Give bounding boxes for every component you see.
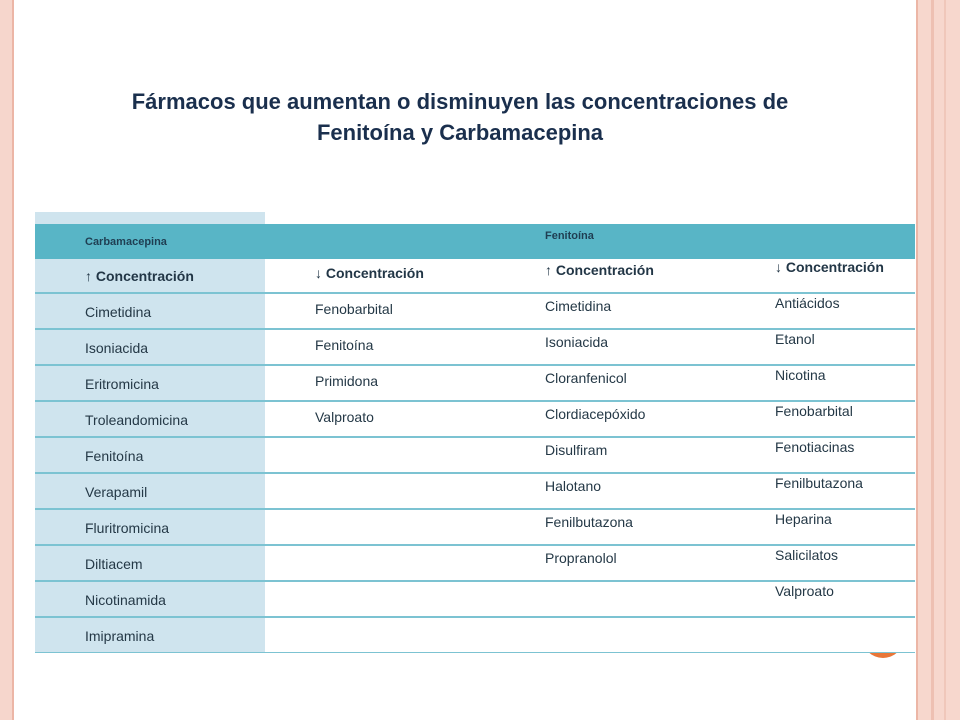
slide-frame-left-line — [12, 0, 14, 720]
table-row-divider — [35, 580, 915, 582]
table-cell: Halotano — [545, 478, 602, 494]
table-cell: Verapamil — [85, 484, 148, 500]
table-group-header-band — [35, 224, 915, 259]
table-cell: Fenitoína — [315, 337, 374, 353]
table-cell: Disulfiram — [545, 442, 608, 458]
table-cell: Fenobarbital — [315, 301, 393, 317]
table-row-divider — [35, 400, 915, 402]
col-header-carbamacepina-down: ↓ Concentración — [315, 265, 424, 281]
table-cell: Etanol — [775, 331, 815, 347]
table-cell: Heparina — [775, 511, 832, 527]
table-row-divider — [35, 616, 915, 618]
table-row-divider — [35, 472, 915, 474]
table-row-divider — [35, 652, 915, 653]
slide-title-line1: Fármacos que aumentan o disminuyen las concentraciones de — [131, 89, 789, 114]
table-cell: Cloranfenicol — [545, 370, 627, 386]
table-cell: Nicotinamida — [85, 592, 166, 608]
table-cell: Troleandomicina — [85, 412, 188, 428]
table-cell: Salicilatos — [775, 547, 839, 563]
col-header-carbamacepina-up: ↑ Concentración — [85, 268, 194, 284]
table-cell: Antiácidos — [775, 295, 840, 311]
slide-frame-right — [918, 0, 960, 720]
table-cell: Primidona — [315, 373, 379, 389]
table-cell: Imipramina — [85, 628, 155, 644]
table-cell: Cimetidina — [545, 298, 612, 314]
table-cell: Isoniacida — [545, 334, 609, 350]
table-cell: Eritromicina — [85, 376, 159, 392]
table-row-divider — [35, 328, 915, 330]
group-header-carbamacepina: Carbamacepina — [85, 236, 167, 248]
table-cell: Fenobarbital — [775, 403, 853, 419]
table-cell: Valproato — [775, 583, 834, 599]
table-cell: Clordiacepóxido — [545, 406, 646, 422]
table-row-divider — [35, 436, 915, 438]
table-row-divider — [35, 544, 915, 546]
table-row-divider — [35, 364, 915, 366]
table-cell: Valproato — [315, 409, 374, 425]
table-cell: Fenilbutazona — [545, 514, 633, 530]
table-cell: Diltiacem — [85, 556, 143, 572]
slide-frame-right-line — [931, 0, 934, 720]
table-cell: Fenotiacinas — [775, 439, 855, 455]
col-header-fenitoina-up: ↑ Concentración — [545, 262, 654, 278]
table-cell: Isoniacida — [85, 340, 149, 356]
group-header-fenitoina: Fenitoína — [545, 230, 594, 242]
table-cell: Fenitoína — [85, 448, 144, 464]
table-row-divider — [35, 508, 915, 510]
table-cell: Fenilbutazona — [775, 475, 863, 491]
slide-title-line2: Fenitoína y Carbamacepina — [316, 120, 604, 145]
table-cell: Cimetidina — [85, 304, 152, 320]
table-cell: Fluritromicina — [85, 520, 170, 536]
slide-frame-right-line — [944, 0, 946, 720]
slide-title — [40, 86, 880, 148]
table-row-divider — [35, 292, 915, 294]
table-cell: Nicotina — [775, 367, 826, 383]
drug-interaction-table — [35, 212, 915, 653]
slide-frame-right-line — [916, 0, 918, 720]
col-header-fenitoina-down: ↓ Concentración — [775, 259, 884, 275]
slide-frame-left — [0, 0, 12, 720]
table-cell: Propranolol — [545, 550, 617, 566]
